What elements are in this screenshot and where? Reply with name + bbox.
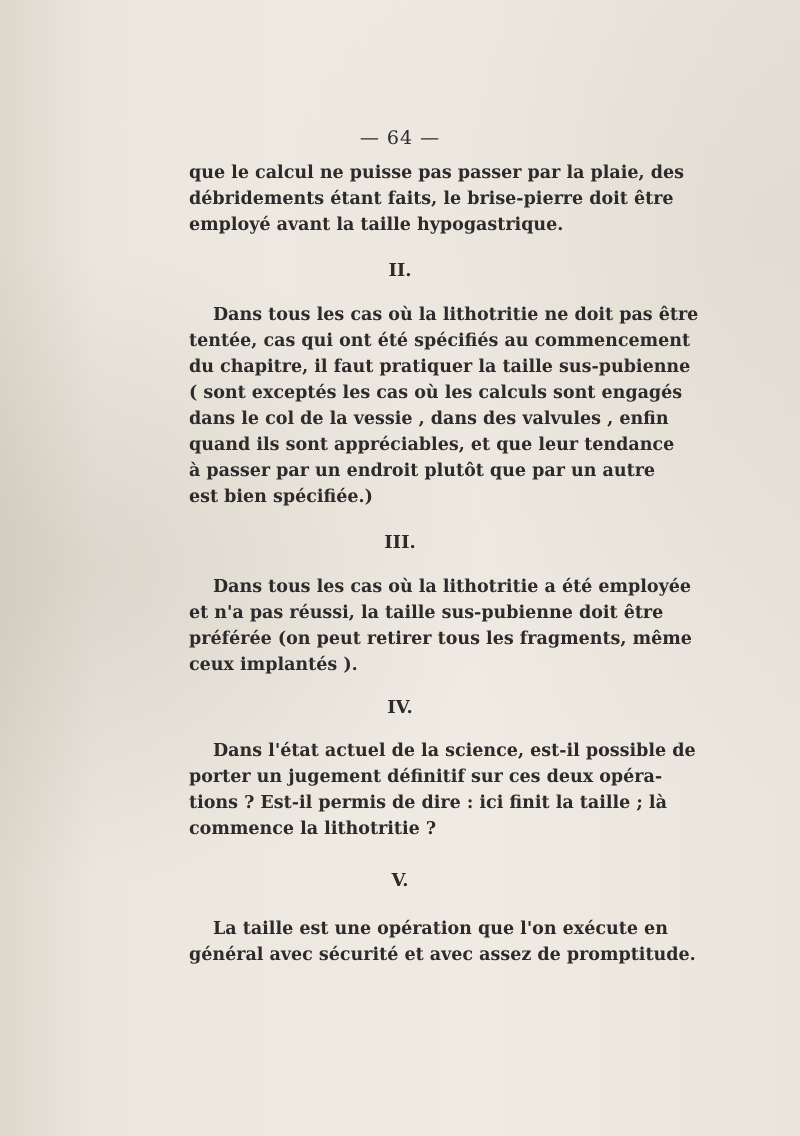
text-line: commence la lithotritie ?	[189, 819, 437, 839]
text-line: Dans tous les cas où la lithotritie a été employée	[213, 577, 692, 597]
section-heading: III.	[384, 532, 416, 553]
page-number: — 64 —	[359, 127, 441, 149]
text-line: du chapitre, il faut pratiquer la taille sus-pubienne	[189, 357, 691, 377]
text-line: porter un jugement définitif sur ces deux opéra-	[189, 767, 663, 787]
text-line: tions ? Est-il permis de dire : ici finit la taille ; là	[189, 793, 667, 813]
text-line: et n'a pas réussi, la taille sus-pubienne doit être	[189, 603, 664, 623]
text-line: Dans tous les cas où la lithotritie ne doit pas être	[213, 305, 699, 325]
text-line: quand ils sont appréciables, et que leur tendance	[189, 435, 675, 455]
text-line: tentée, cas qui ont été spécifiés au commencement	[189, 331, 691, 351]
section-heading: II.	[388, 260, 412, 281]
text-line: employé avant la taille hypogastrique.	[189, 215, 564, 235]
text-line: est bien spécifiée.)	[189, 487, 373, 507]
text-line: La taille est une opération que l'on exécute en	[213, 919, 668, 939]
text-line: à passer par un endroit plutôt que par un autre	[189, 461, 656, 481]
text-line: ( sont exceptés les cas où les calculs sont engagés	[189, 383, 683, 403]
text-line: ceux implantés ).	[189, 655, 358, 675]
section-heading: V.	[391, 870, 409, 891]
text-line: que le calcul ne puisse pas passer par la plaie, des	[189, 163, 684, 183]
text-line: dans le col de la vessie , dans des valvules , enfin	[189, 409, 669, 429]
text-line: préférée (on peut retirer tous les fragments, même	[189, 629, 692, 649]
section-heading: IV.	[387, 697, 413, 718]
text-line: débridements étant faits, le brise-pierre doit être	[189, 189, 674, 209]
text-line: Dans l'état actuel de la science, est-il possible de	[213, 741, 696, 761]
text-line: général avec sécurité et avec assez de promptitude.	[189, 945, 696, 965]
